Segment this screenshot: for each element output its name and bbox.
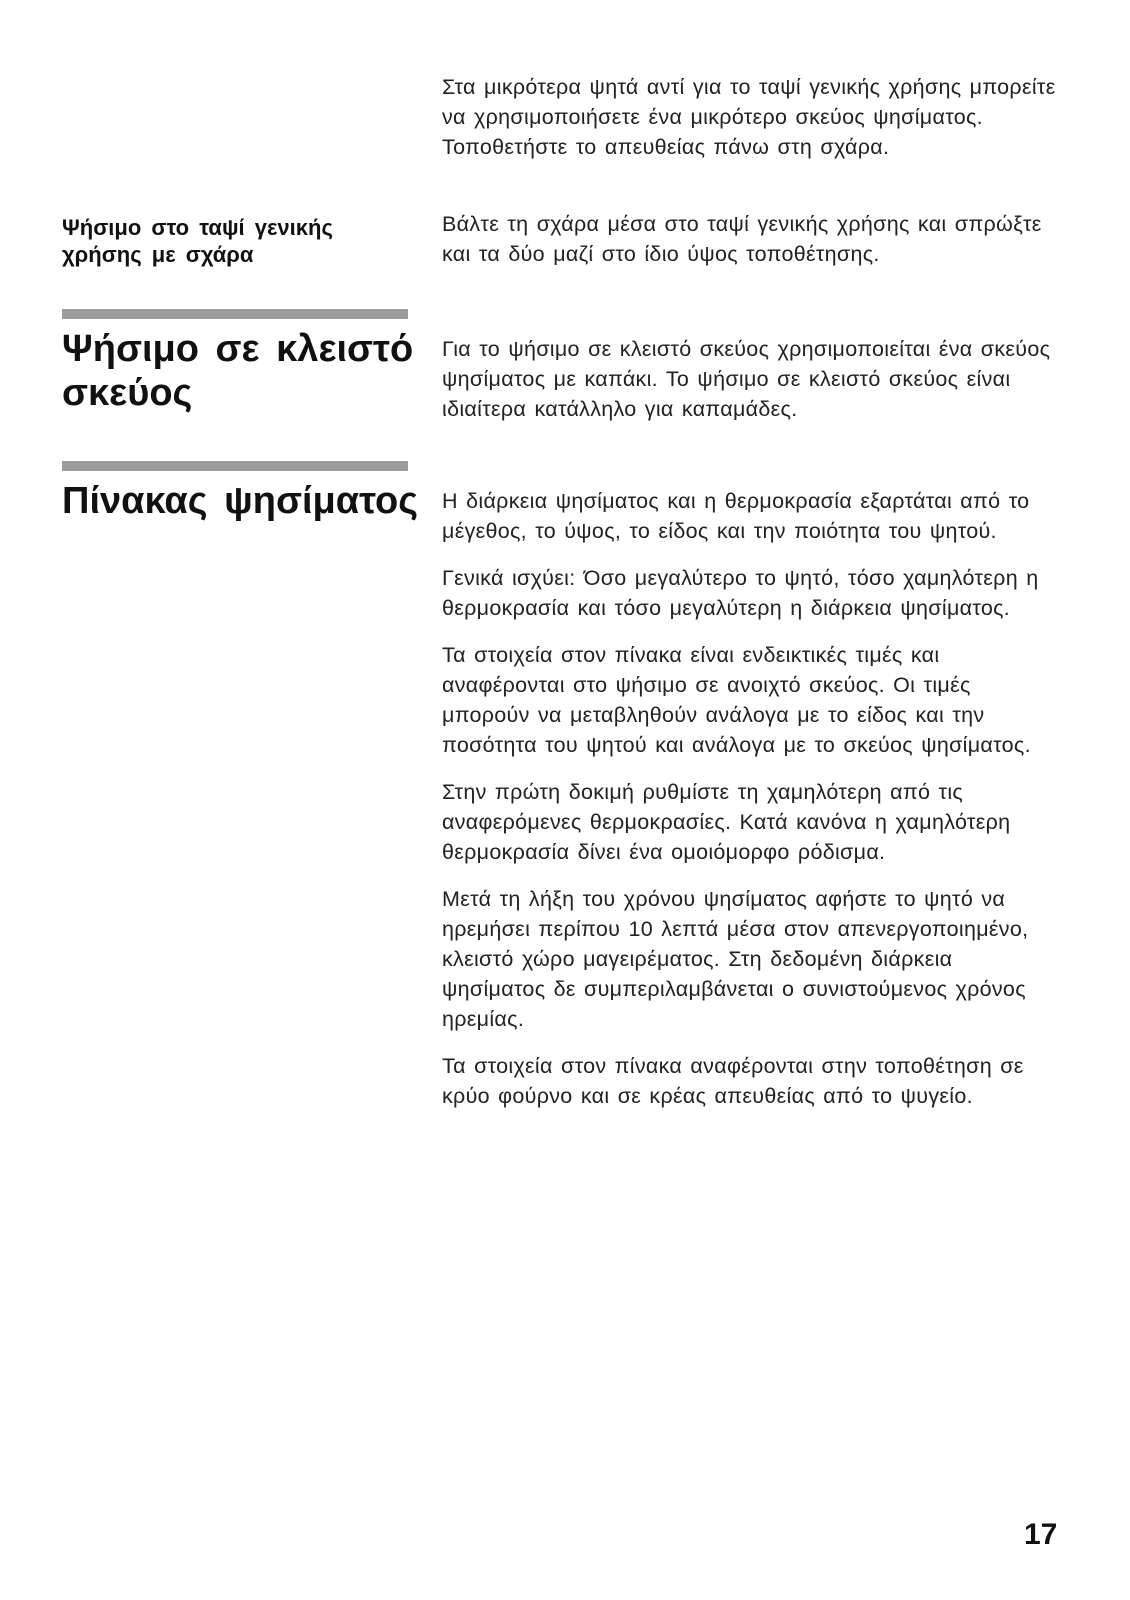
table-paragraph: Η διάρκεια ψησίματος και η θερμοκρασία εξαρτάται από το μέγεθος, το ύψος, το είδος και την ποιότητα του ψητού.	[442, 489, 1030, 543]
section-divider-closed	[62, 309, 408, 319]
table-paragraph: Στην πρώτη δοκιμή ρυθμίστε τη χαμηλότερη από τις αναφερόμενες θερμοκρασίες. Κατά κανόνα η χαμηλότερη θερμοκρασία δίνει ένα ομοιόμορφο ρόδισμα.	[442, 780, 1011, 864]
closed-section-body	[442, 334, 1062, 424]
grill-section-text: Βάλτε τη σχάρα μέσα στο ταψί γενικής χρήσης και σπρώξτε και τα δύο μαζί στο ίδιο ύψος τοποθέτησης.	[442, 212, 1042, 266]
grill-section-heading: Ψήσιμο στο ταψί γενικής χρήσης με σχάρα	[62, 215, 333, 267]
table-paragraph: Μετά τη λήξη του χρόνου ψησίματος αφήστε το ψητό να ηρεμήσει περίπου 10 λεπτά μέσα στον απενεργοποιημένο, κλειστό χώρο μαγειρέματος. Στη δεδομένη διάρκεια ψησίματος δε συμπεριλαμβάνεται ο συνιστούμενος χρόνος ηρεμίας.	[442, 887, 1029, 1031]
table-section-title: Πίνακας ψησίματος	[62, 480, 418, 522]
table-paragraph: Τα στοιχεία στον πίνακα είναι ενδεικτικές τιμές και αναφέρονται στο ψήσιμο σε ανοιχτό σκεύος. Οι τιμές μπορούν να μεταβληθούν ανάλογα με το είδος και την ποσότητα του ψητού και ανάλογα με το σκεύος ψησίματος.	[442, 643, 1031, 757]
section-divider-table	[62, 461, 408, 471]
closed-section-text: Για το ψήσιμο σε κλειστό σκεύος χρησιμοποιείται ένα σκεύος ψησίματος με καπάκι. Το ψήσιμο σε κλειστό σκεύος είναι ιδιαίτερα κατάλληλο για καπαμάδες.	[442, 337, 1051, 421]
page-number: 17	[1024, 1518, 1058, 1551]
table-paragraph: Τα στοιχεία στον πίνακα αναφέρονται στην τοποθέτηση σε κρύο φούρνο και σε κρέας απευθείας από το ψυγείο.	[442, 1054, 1024, 1108]
grill-section-body	[442, 209, 1062, 269]
table-section-body	[442, 486, 1062, 1111]
table-paragraph: Γενικά ισχύει: Όσο μεγαλύτερο το ψητό, τόσο χαμηλότερη η θερμοκρασία και τόσο μεγαλύτερη η διάρκεια ψησίματος.	[442, 566, 1039, 620]
intro-block	[442, 72, 1062, 162]
intro-paragraph: Στα μικρότερα ψητά αντί για το ταψί γενικής χρήσης μπορείτε να χρησιμοποιήσετε ένα μικρότερο σκεύος ψησίματος. Τοποθετήστε το απευθείας πάνω στη σχάρα.	[442, 75, 1056, 159]
closed-section-title: Ψήσιμο σε κλειστό σκεύος	[62, 328, 414, 414]
